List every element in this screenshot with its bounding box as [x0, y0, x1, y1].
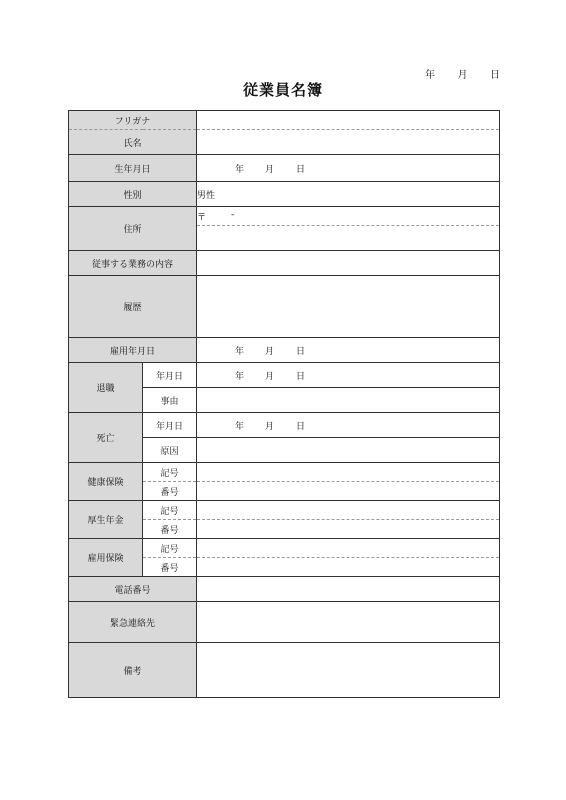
month-label: 月: [265, 164, 275, 175]
month-label: 月: [265, 421, 275, 432]
death-date-label: 年月日: [143, 413, 197, 438]
emergency-contact-field[interactable]: [197, 602, 500, 643]
death-date-field[interactable]: [197, 413, 500, 438]
death-cause-field[interactable]: [197, 438, 500, 463]
death-cause-label: 原因: [143, 438, 197, 463]
retirement-reason-field[interactable]: [197, 388, 500, 413]
month-label: 月: [265, 346, 275, 357]
year-label: 年: [235, 164, 245, 175]
pension-number-label: 番号: [143, 520, 197, 539]
day-label: 日: [296, 371, 306, 382]
retirement-date-field[interactable]: [197, 363, 500, 388]
notes-field[interactable]: [197, 643, 500, 698]
pension-label: 厚生年金: [69, 501, 143, 539]
employee-register-table: [68, 110, 500, 698]
history-label: 履歴: [69, 276, 197, 338]
phone-label: 電話番号: [69, 577, 197, 602]
gender-label: 性別: [69, 182, 197, 207]
hire-date-label: 雇用年月日: [69, 338, 197, 363]
pension-symbol-field[interactable]: [197, 501, 500, 520]
month-label: 月: [265, 371, 275, 382]
health-number-field[interactable]: [197, 482, 500, 501]
employment-symbol-label: 記号: [143, 539, 197, 558]
employment-number-field[interactable]: [197, 558, 500, 577]
gender-field[interactable]: 男性: [197, 182, 500, 207]
employment-number-label: 番号: [143, 558, 197, 577]
emergency-contact-label: 緊急連絡先: [69, 602, 197, 643]
birthdate-field[interactable]: [197, 155, 500, 182]
day-label: 日: [296, 346, 306, 357]
death-label: 死亡: [69, 413, 143, 463]
address-label: 住所: [69, 207, 197, 251]
hire-date-field[interactable]: [197, 338, 500, 363]
health-number-label: 番号: [143, 482, 197, 501]
day-label: 日: [296, 164, 306, 175]
employment-insurance-label: 雇用保険: [69, 539, 143, 577]
name-label: 氏名: [69, 130, 197, 155]
date-day-label: 日: [490, 70, 500, 81]
retirement-date-label: 年月日: [143, 363, 197, 388]
pension-symbol-label: 記号: [143, 501, 197, 520]
year-label: 年: [235, 371, 245, 382]
retirement-label: 退職: [69, 363, 143, 413]
year-label: 年: [235, 421, 245, 432]
postal-code-field[interactable]: [197, 207, 500, 226]
notes-label: 備考: [69, 643, 197, 698]
job-field[interactable]: [197, 251, 500, 276]
employment-symbol-field[interactable]: [197, 539, 500, 558]
retirement-reason-label: 事由: [143, 388, 197, 413]
postal-dash: -: [231, 209, 235, 220]
day-label: 日: [296, 421, 306, 432]
history-field[interactable]: [197, 276, 500, 338]
address-field[interactable]: [197, 226, 500, 251]
job-label: 従事する業務の内容: [69, 251, 197, 276]
birthdate-label: 生年月日: [69, 155, 197, 182]
health-symbol-label: 記号: [143, 463, 197, 482]
pension-number-field[interactable]: [197, 520, 500, 539]
postal-mark: 〒: [197, 212, 207, 223]
phone-field[interactable]: [197, 577, 500, 602]
health-symbol-field[interactable]: [197, 463, 500, 482]
furigana-label: フリガナ: [69, 111, 197, 130]
health-insurance-label: 健康保険: [69, 463, 143, 501]
year-label: 年: [235, 346, 245, 357]
date-month-label: 月: [457, 70, 468, 81]
name-field[interactable]: [197, 130, 500, 155]
date-year-label: 年: [425, 70, 435, 81]
page-title: 従業員名簿: [242, 81, 323, 99]
furigana-field[interactable]: [197, 111, 500, 130]
